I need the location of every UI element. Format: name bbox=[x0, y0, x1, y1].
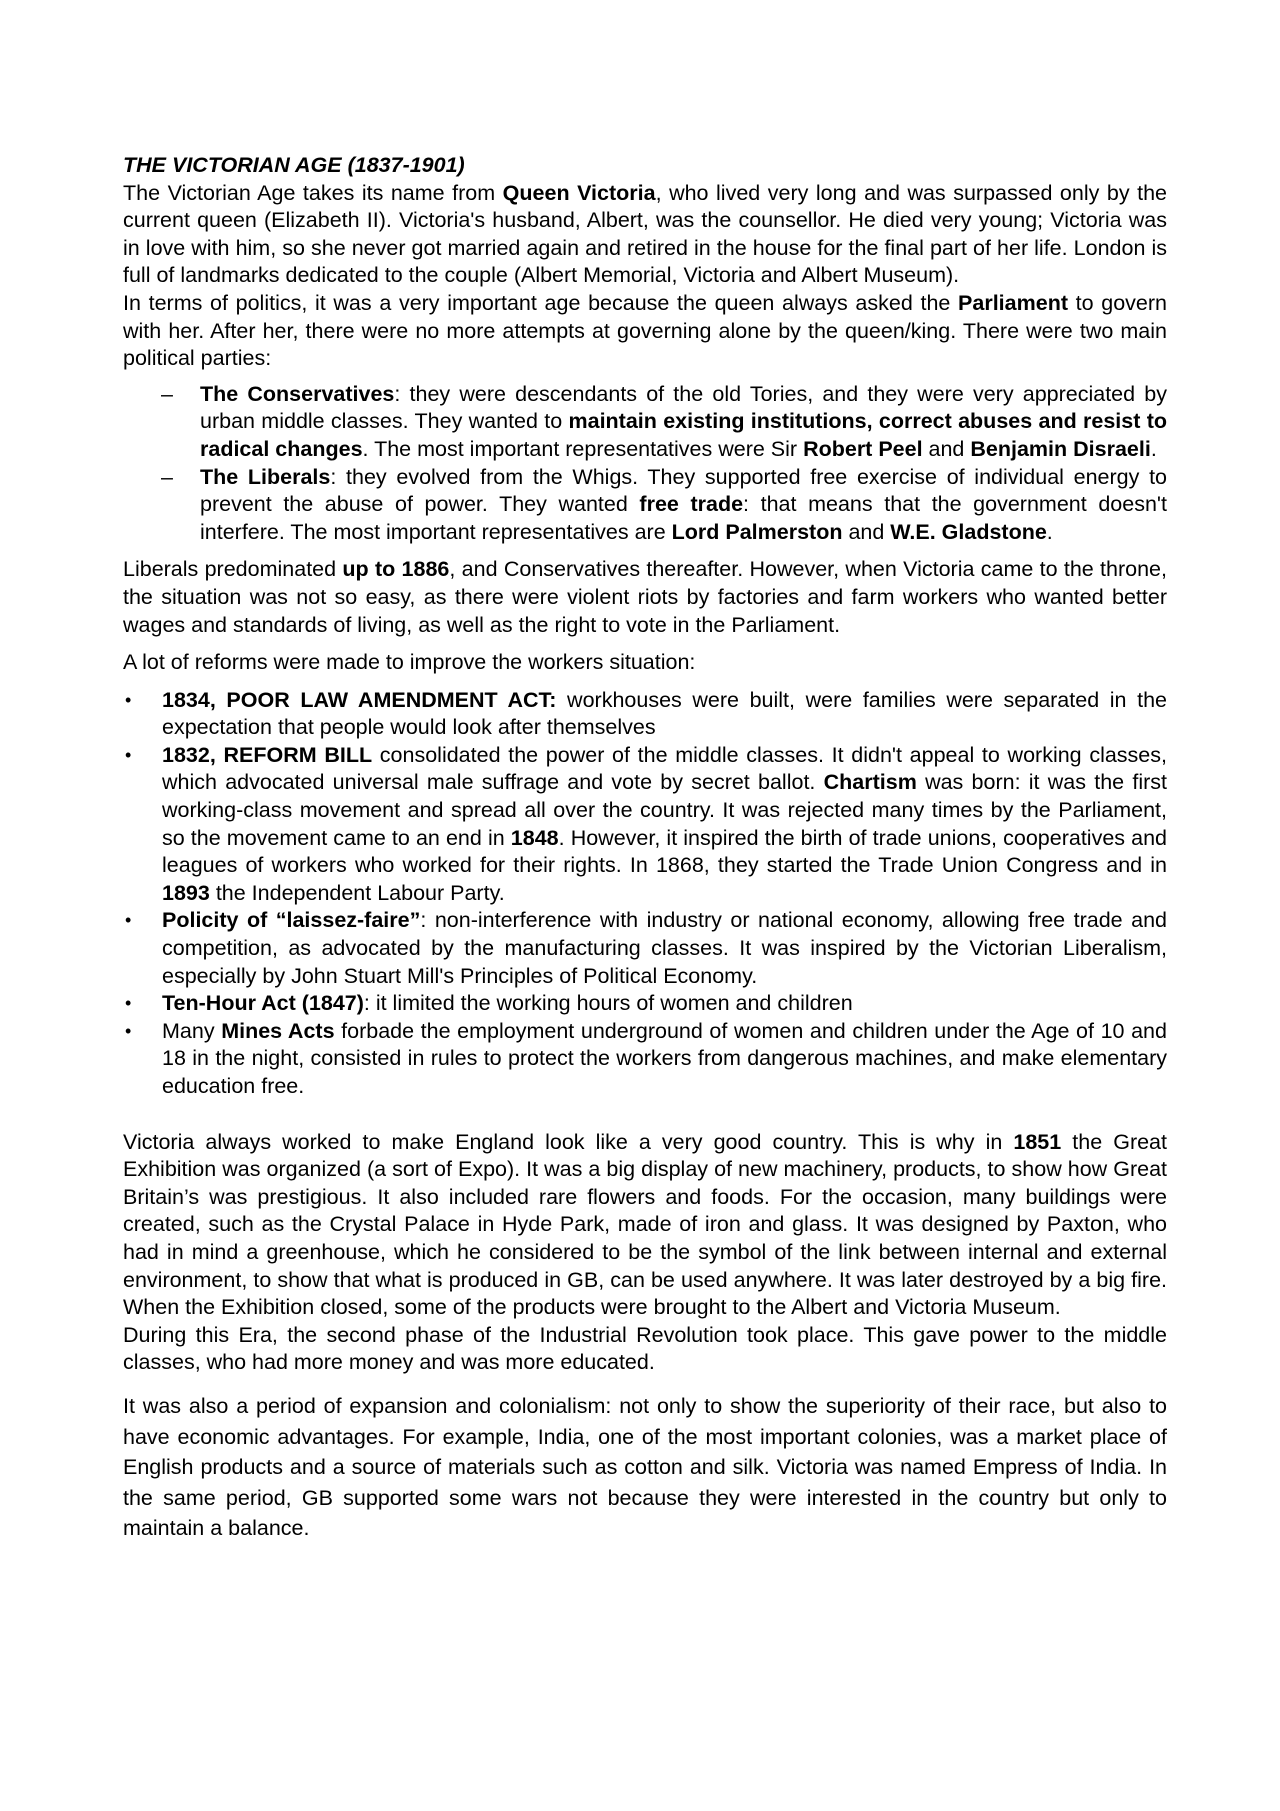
bullet-marker: • bbox=[125, 1020, 132, 1041]
list-item-poor-law: • 1834, POOR LAW AMENDMENT ACT: workhouses were built, were families were separated in the expectation that people would look after themselves bbox=[125, 687, 1167, 740]
bullet-marker: • bbox=[125, 689, 132, 710]
document-body bbox=[123, 152, 1167, 1544]
dash-marker: – bbox=[161, 464, 173, 489]
paragraph-colonialism: It was also a period of expansion and colonialism: not only to show the superiority of their race, but also to have economic advantages. For example, India, one of the most important colonies, was a market place of English products and a source of materials such as cotton and silk. Victoria was named Empress of India. In the same period, GB supported some wars not because they were interested in the country but only to maintain a balance. bbox=[123, 1393, 1167, 1541]
paragraph-predominance: Liberals predominated up to 1886, and Conservatives thereafter. However, when Victoria came to the throne, the situation was not so easy, as there were violent riots by factories and farm workers who wanted better wages and standards of living, as well as the right to vote in the Parliament. bbox=[123, 557, 1167, 637]
paragraph-exhibition: Victoria always worked to make England look like a very good country. This is why in 1851 the Great Exhibition was organized (a sort of Expo). It was a big display of new machinery, products, to show how Great Britain’s was prestigious. It also included rare flowers and foods. For the occasion, many buildings were created, such as the Crystal Palace in Hyde Park, made of iron and glass. It was designed by Paxton, who had in mind a greenhouse, which he considered to be the symbol of the link between internal and external environment, to show that what is produced in GB, can be used anywhere. It was later destroyed by a big fire. When the Exhibition closed, some of the products were brought to the Albert and Victoria Museum. bbox=[123, 1129, 1167, 1320]
paragraph-politics: In terms of politics, it was a very important age because the queen always asked the Parliament to govern with her. After her, there were no more attempts at governing alone by the queen/king. There were two main political parties: bbox=[123, 290, 1167, 371]
bullet-marker: • bbox=[125, 993, 132, 1014]
bullet-marker: • bbox=[125, 910, 132, 931]
dash-marker: – bbox=[161, 381, 173, 406]
list-item-conservatives: – The Conservatives: they were descendants of the old Tories, and they were very appreciated by urban middle classes. They wanted to maintain existing institutions, correct abuses and resist to radical changes. The most important representatives were Sir Robert Peel and Benjamin Disraeli. bbox=[161, 381, 1167, 461]
list-item-liberals: – The Liberals: they evolved from the Whigs. They supported free exercise of individual energy to prevent the abuse of power. They wanted free trade: that means that the government doesn't interfere. The most important representatives are Lord Palmerston and W.E. Gladstone. bbox=[161, 464, 1167, 544]
paragraph-industrial: During this Era, the second phase of the Industrial Revolution took place. This gave power to the middle classes, who had more money and was more educated. bbox=[123, 1322, 1167, 1375]
document-title: THE VICTORIAN AGE (1837-1901) bbox=[123, 153, 465, 177]
list-item-reform-bill: • 1832, REFORM BILL consolidated the power of the middle classes. It didn't appeal to working classes, which advocated universal male suffrage and vote by secret ballot. Chartism was born: it was the first working-class movement and spread all over the country. It was rejected many times by the Parliament, so the movement came to an end in 1848. However, it inspired the birth of trade unions, cooperatives and leagues of workers who worked for their rights. In 1868, they started the Trade Union Congress and in 1893 the Independent Labour Party. bbox=[125, 742, 1167, 905]
bullet-marker: • bbox=[125, 744, 132, 765]
reforms-list bbox=[123, 687, 1167, 1101]
list-item-ten-hour-act: • Ten-Hour Act (1847): it limited the working hours of women and children bbox=[123, 990, 1167, 1018]
paragraph-reforms-intro: A lot of reforms were made to improve the workers situation: bbox=[123, 650, 696, 675]
paragraph-intro: The Victorian Age takes its name from Queen Victoria, who lived very long and was surpassed only by the current queen (Elizabeth II). Victoria's husband, Albert, was the counsellor. He died very young; Victoria was in love with him, so she never got married again and retired in the house for the final part of her life. London is full of landmarks dedicated to the couple (Albert Memorial, Victoria and Albert Museum). bbox=[123, 180, 1167, 288]
list-item-laissez-faire: • Policity of “laissez-faire”: non-interference with industry or national economy, allowing free trade and competition, as advocated by the manufacturing classes. It was inspired by the Victorian Liberalism, especially by John Stuart Mill's Principles of Political Economy. bbox=[125, 908, 1168, 988]
parties-list bbox=[123, 381, 1167, 547]
list-item-mines-acts: • Many Mines Acts forbade the employment underground of women and children under the Age of 10 and 18 in the night, consisted in rules to protect the workers from dangerous machines, and make elementary education free. bbox=[125, 1018, 1167, 1098]
